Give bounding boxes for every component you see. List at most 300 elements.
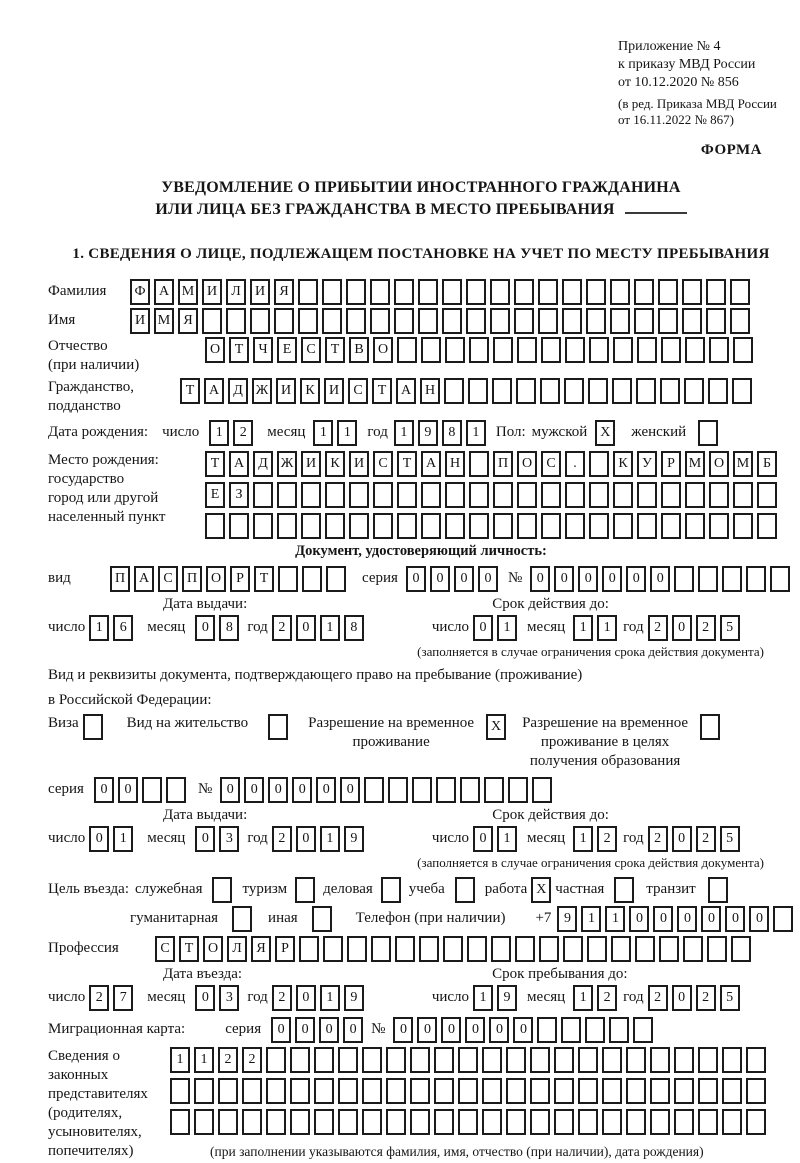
char-cell[interactable] <box>445 482 465 508</box>
char-cell[interactable] <box>421 337 441 363</box>
char-cell[interactable]: О <box>709 451 729 477</box>
char-cell[interactable] <box>554 1047 574 1073</box>
char-cell[interactable]: 0 <box>672 985 692 1011</box>
char-cell[interactable] <box>564 378 584 404</box>
char-cell[interactable]: Ж <box>252 378 272 404</box>
stay-day-boxes[interactable] <box>473 985 517 1011</box>
char-cell[interactable] <box>362 1047 382 1073</box>
char-cell[interactable]: 0 <box>554 566 574 592</box>
char-cell[interactable]: С <box>541 451 561 477</box>
char-cell[interactable] <box>541 482 561 508</box>
temp-residence-edu-checkbox[interactable] <box>700 714 720 740</box>
id-issue-day-boxes[interactable] <box>89 615 133 641</box>
char-cell[interactable]: 6 <box>113 615 133 641</box>
res-valid-year-boxes[interactable] <box>648 826 740 852</box>
char-cell[interactable]: Е <box>205 482 225 508</box>
char-cell[interactable]: Ж <box>277 451 297 477</box>
char-cell[interactable]: 8 <box>344 615 364 641</box>
char-cell[interactable]: 0 <box>195 615 215 641</box>
char-cell[interactable]: 0 <box>89 826 109 852</box>
char-cell[interactable] <box>514 308 534 334</box>
representatives-row3-boxes[interactable] <box>170 1109 766 1135</box>
char-cell[interactable] <box>482 1109 502 1135</box>
char-cell[interactable] <box>517 513 537 539</box>
char-cell[interactable] <box>322 308 342 334</box>
char-cell[interactable] <box>242 1078 262 1104</box>
char-cell[interactable]: 2 <box>272 615 292 641</box>
char-cell[interactable]: Я <box>251 936 271 962</box>
char-cell[interactable] <box>674 1078 694 1104</box>
char-cell[interactable] <box>707 936 727 962</box>
char-cell[interactable]: А <box>154 279 174 305</box>
char-cell[interactable]: . <box>565 451 585 477</box>
profession-boxes[interactable] <box>155 936 751 962</box>
purpose-study-checkbox[interactable] <box>455 877 475 903</box>
char-cell[interactable] <box>373 482 393 508</box>
char-cell[interactable] <box>636 378 656 404</box>
char-cell[interactable]: 0 <box>441 1017 461 1043</box>
char-cell[interactable]: 1 <box>113 826 133 852</box>
char-cell[interactable] <box>83 714 103 740</box>
char-cell[interactable] <box>458 1047 478 1073</box>
char-cell[interactable]: 2 <box>233 420 253 446</box>
res-valid-month-boxes[interactable] <box>573 826 617 852</box>
char-cell[interactable] <box>388 777 408 803</box>
char-cell[interactable] <box>602 1109 622 1135</box>
char-cell[interactable]: 5 <box>720 826 740 852</box>
char-cell[interactable]: 0 <box>195 826 215 852</box>
char-cell[interactable] <box>589 513 609 539</box>
char-cell[interactable] <box>565 482 585 508</box>
char-cell[interactable] <box>516 378 536 404</box>
patronymic-boxes[interactable] <box>205 337 753 363</box>
char-cell[interactable] <box>698 1078 718 1104</box>
char-cell[interactable]: 1 <box>320 985 340 1011</box>
char-cell[interactable] <box>295 877 315 903</box>
char-cell[interactable] <box>637 337 657 363</box>
char-cell[interactable] <box>609 1017 629 1043</box>
char-cell[interactable] <box>730 308 750 334</box>
char-cell[interactable] <box>637 513 657 539</box>
char-cell[interactable] <box>242 1109 262 1135</box>
char-cell[interactable] <box>706 308 726 334</box>
char-cell[interactable] <box>170 1109 190 1135</box>
char-cell[interactable] <box>469 513 489 539</box>
char-cell[interactable]: 0 <box>725 906 745 932</box>
char-cell[interactable]: 0 <box>292 777 312 803</box>
char-cell[interactable] <box>250 308 270 334</box>
char-cell[interactable]: И <box>301 451 321 477</box>
char-cell[interactable]: 1 <box>320 615 340 641</box>
char-cell[interactable]: Д <box>253 451 273 477</box>
char-cell[interactable] <box>218 1109 238 1135</box>
char-cell[interactable]: 1 <box>337 420 357 446</box>
char-cell[interactable]: 2 <box>696 826 716 852</box>
char-cell[interactable] <box>733 337 753 363</box>
char-cell[interactable] <box>773 906 793 932</box>
res-number-boxes[interactable] <box>220 777 552 803</box>
char-cell[interactable] <box>506 1109 526 1135</box>
char-cell[interactable] <box>746 1109 766 1135</box>
char-cell[interactable] <box>530 1078 550 1104</box>
char-cell[interactable] <box>397 513 417 539</box>
id-kind-boxes[interactable] <box>110 566 346 592</box>
char-cell[interactable]: 0 <box>602 566 622 592</box>
char-cell[interactable] <box>540 378 560 404</box>
char-cell[interactable]: Я <box>178 308 198 334</box>
char-cell[interactable] <box>587 936 607 962</box>
char-cell[interactable] <box>346 279 366 305</box>
char-cell[interactable] <box>364 777 384 803</box>
char-cell[interactable] <box>589 482 609 508</box>
char-cell[interactable]: 0 <box>393 1017 413 1043</box>
char-cell[interactable] <box>732 378 752 404</box>
res-valid-day-boxes[interactable] <box>473 826 517 852</box>
char-cell[interactable]: Ч <box>253 337 273 363</box>
char-cell[interactable] <box>626 1047 646 1073</box>
char-cell[interactable]: 0 <box>629 906 649 932</box>
char-cell[interactable] <box>349 482 369 508</box>
char-cell[interactable]: 0 <box>340 777 360 803</box>
char-cell[interactable]: С <box>373 451 393 477</box>
char-cell[interactable]: П <box>182 566 202 592</box>
char-cell[interactable] <box>290 1109 310 1135</box>
char-cell[interactable] <box>674 566 694 592</box>
birth-day-boxes[interactable] <box>209 420 253 446</box>
char-cell[interactable] <box>466 279 486 305</box>
char-cell[interactable] <box>685 337 705 363</box>
purpose-official-checkbox[interactable] <box>212 877 232 903</box>
char-cell[interactable] <box>709 482 729 508</box>
stay-month-boxes[interactable] <box>573 985 617 1011</box>
char-cell[interactable] <box>434 1109 454 1135</box>
char-cell[interactable]: О <box>203 936 223 962</box>
char-cell[interactable] <box>746 566 766 592</box>
char-cell[interactable] <box>349 513 369 539</box>
char-cell[interactable]: 0 <box>319 1017 339 1043</box>
char-cell[interactable] <box>467 936 487 962</box>
char-cell[interactable] <box>301 513 321 539</box>
char-cell[interactable] <box>658 279 678 305</box>
phone-boxes[interactable] <box>557 906 793 932</box>
char-cell[interactable]: 1 <box>605 906 625 932</box>
visa-checkbox[interactable] <box>83 714 103 740</box>
char-cell[interactable]: 1 <box>170 1047 190 1073</box>
char-cell[interactable]: 1 <box>466 420 486 446</box>
male-checkbox[interactable] <box>595 420 615 446</box>
char-cell[interactable]: М <box>154 308 174 334</box>
id-series-boxes[interactable] <box>406 566 498 592</box>
res-issue-month-boxes[interactable] <box>195 826 239 852</box>
char-cell[interactable]: 0 <box>701 906 721 932</box>
char-cell[interactable] <box>626 1109 646 1135</box>
char-cell[interactable] <box>578 1047 598 1073</box>
char-cell[interactable] <box>266 1078 286 1104</box>
char-cell[interactable] <box>674 1109 694 1135</box>
char-cell[interactable]: М <box>685 451 705 477</box>
female-checkbox[interactable] <box>698 420 718 446</box>
char-cell[interactable]: Н <box>445 451 465 477</box>
char-cell[interactable]: Р <box>230 566 250 592</box>
char-cell[interactable]: А <box>204 378 224 404</box>
char-cell[interactable]: О <box>517 451 537 477</box>
char-cell[interactable] <box>610 308 630 334</box>
char-cell[interactable]: 2 <box>89 985 109 1011</box>
char-cell[interactable]: Т <box>372 378 392 404</box>
char-cell[interactable] <box>685 482 705 508</box>
residence-permit-checkbox[interactable] <box>268 714 288 740</box>
char-cell[interactable] <box>730 279 750 305</box>
char-cell[interactable]: 1 <box>320 826 340 852</box>
char-cell[interactable] <box>506 1078 526 1104</box>
char-cell[interactable] <box>490 279 510 305</box>
char-cell[interactable] <box>373 513 393 539</box>
mc-number-boxes[interactable] <box>393 1017 653 1043</box>
char-cell[interactable] <box>770 566 790 592</box>
char-cell[interactable] <box>698 1047 718 1073</box>
char-cell[interactable]: 0 <box>650 566 670 592</box>
char-cell[interactable] <box>460 777 480 803</box>
char-cell[interactable] <box>602 1078 622 1104</box>
char-cell[interactable] <box>562 308 582 334</box>
char-cell[interactable]: И <box>202 279 222 305</box>
char-cell[interactable]: С <box>348 378 368 404</box>
char-cell[interactable]: 0 <box>672 826 692 852</box>
char-cell[interactable] <box>554 1078 574 1104</box>
char-cell[interactable] <box>338 1078 358 1104</box>
char-cell[interactable] <box>397 337 417 363</box>
char-cell[interactable]: 1 <box>573 985 593 1011</box>
char-cell[interactable] <box>444 378 464 404</box>
char-cell[interactable]: 0 <box>489 1017 509 1043</box>
char-cell[interactable]: Р <box>661 451 681 477</box>
birth-month-boxes[interactable] <box>313 420 357 446</box>
char-cell[interactable] <box>708 877 728 903</box>
char-cell[interactable] <box>539 936 559 962</box>
char-cell[interactable] <box>613 513 633 539</box>
char-cell[interactable] <box>561 1017 581 1043</box>
char-cell[interactable] <box>278 566 298 592</box>
char-cell[interactable]: 3 <box>219 826 239 852</box>
entry-year-boxes[interactable] <box>272 985 364 1011</box>
char-cell[interactable] <box>706 279 726 305</box>
char-cell[interactable] <box>517 482 537 508</box>
char-cell[interactable] <box>650 1078 670 1104</box>
char-cell[interactable] <box>722 1109 742 1135</box>
char-cell[interactable]: 0 <box>513 1017 533 1043</box>
purpose-business-checkbox[interactable] <box>381 877 401 903</box>
char-cell[interactable]: 0 <box>430 566 450 592</box>
char-cell[interactable]: А <box>421 451 441 477</box>
char-cell[interactable]: 0 <box>244 777 264 803</box>
char-cell[interactable] <box>370 308 390 334</box>
char-cell[interactable]: 1 <box>573 615 593 641</box>
char-cell[interactable] <box>362 1109 382 1135</box>
char-cell[interactable] <box>455 877 475 903</box>
char-cell[interactable] <box>371 936 391 962</box>
char-cell[interactable]: X <box>531 877 551 903</box>
char-cell[interactable] <box>709 513 729 539</box>
char-cell[interactable]: Т <box>179 936 199 962</box>
char-cell[interactable]: 0 <box>454 566 474 592</box>
char-cell[interactable] <box>253 513 273 539</box>
char-cell[interactable]: А <box>229 451 249 477</box>
char-cell[interactable] <box>466 308 486 334</box>
char-cell[interactable]: М <box>178 279 198 305</box>
purpose-transit-checkbox[interactable] <box>708 877 728 903</box>
char-cell[interactable] <box>722 566 742 592</box>
entry-month-boxes[interactable] <box>195 985 239 1011</box>
char-cell[interactable]: 2 <box>597 985 617 1011</box>
char-cell[interactable]: 5 <box>720 985 740 1011</box>
char-cell[interactable] <box>166 777 186 803</box>
char-cell[interactable] <box>515 936 535 962</box>
char-cell[interactable]: 1 <box>394 420 414 446</box>
char-cell[interactable]: О <box>373 337 393 363</box>
char-cell[interactable]: 0 <box>530 566 550 592</box>
char-cell[interactable]: И <box>250 279 270 305</box>
char-cell[interactable]: С <box>301 337 321 363</box>
char-cell[interactable] <box>633 1017 653 1043</box>
char-cell[interactable] <box>194 1078 214 1104</box>
id-valid-year-boxes[interactable] <box>648 615 740 641</box>
res-series-boxes[interactable] <box>94 777 186 803</box>
birth-place-row2-boxes[interactable] <box>205 482 777 508</box>
char-cell[interactable] <box>386 1047 406 1073</box>
char-cell[interactable]: 2 <box>696 615 716 641</box>
char-cell[interactable]: 0 <box>626 566 646 592</box>
mc-series-boxes[interactable] <box>271 1017 363 1043</box>
char-cell[interactable] <box>709 337 729 363</box>
char-cell[interactable]: X <box>486 714 506 740</box>
char-cell[interactable] <box>418 308 438 334</box>
char-cell[interactable] <box>514 279 534 305</box>
char-cell[interactable] <box>314 1047 334 1073</box>
char-cell[interactable] <box>614 877 634 903</box>
char-cell[interactable]: А <box>396 378 416 404</box>
char-cell[interactable] <box>746 1078 766 1104</box>
char-cell[interactable] <box>506 1047 526 1073</box>
char-cell[interactable]: 1 <box>313 420 333 446</box>
char-cell[interactable]: Т <box>180 378 200 404</box>
purpose-work-checkbox[interactable] <box>531 877 551 903</box>
char-cell[interactable]: Л <box>227 936 247 962</box>
char-cell[interactable] <box>394 279 414 305</box>
char-cell[interactable] <box>218 1078 238 1104</box>
char-cell[interactable]: В <box>349 337 369 363</box>
char-cell[interactable] <box>436 777 456 803</box>
char-cell[interactable]: 2 <box>597 826 617 852</box>
name-boxes[interactable] <box>130 308 750 334</box>
char-cell[interactable] <box>565 337 585 363</box>
char-cell[interactable] <box>410 1047 430 1073</box>
char-cell[interactable] <box>589 337 609 363</box>
char-cell[interactable] <box>613 482 633 508</box>
char-cell[interactable] <box>530 1047 550 1073</box>
char-cell[interactable]: 8 <box>219 615 239 641</box>
char-cell[interactable] <box>661 337 681 363</box>
char-cell[interactable]: Л <box>226 279 246 305</box>
char-cell[interactable] <box>661 482 681 508</box>
char-cell[interactable]: 3 <box>219 985 239 1011</box>
char-cell[interactable]: 0 <box>195 985 215 1011</box>
char-cell[interactable]: 1 <box>581 906 601 932</box>
char-cell[interactable]: Я <box>274 279 294 305</box>
char-cell[interactable] <box>492 378 512 404</box>
representatives-row2-boxes[interactable] <box>170 1078 766 1104</box>
char-cell[interactable] <box>684 378 704 404</box>
char-cell[interactable] <box>610 279 630 305</box>
char-cell[interactable]: К <box>325 451 345 477</box>
char-cell[interactable]: С <box>158 566 178 592</box>
char-cell[interactable] <box>362 1078 382 1104</box>
char-cell[interactable] <box>650 1047 670 1073</box>
char-cell[interactable]: 9 <box>497 985 517 1011</box>
char-cell[interactable] <box>537 1017 557 1043</box>
char-cell[interactable] <box>484 777 504 803</box>
char-cell[interactable] <box>458 1109 478 1135</box>
purpose-humanitarian-checkbox[interactable] <box>232 906 252 932</box>
char-cell[interactable] <box>637 482 657 508</box>
char-cell[interactable]: 2 <box>648 985 668 1011</box>
char-cell[interactable]: 9 <box>344 985 364 1011</box>
id-issue-year-boxes[interactable] <box>272 615 364 641</box>
char-cell[interactable] <box>757 482 777 508</box>
char-cell[interactable]: 0 <box>118 777 138 803</box>
char-cell[interactable] <box>274 308 294 334</box>
char-cell[interactable]: П <box>110 566 130 592</box>
char-cell[interactable]: 0 <box>473 826 493 852</box>
char-cell[interactable] <box>493 482 513 508</box>
char-cell[interactable] <box>635 936 655 962</box>
entry-day-boxes[interactable] <box>89 985 133 1011</box>
representatives-row1-boxes[interactable] <box>170 1047 766 1073</box>
char-cell[interactable] <box>418 279 438 305</box>
char-cell[interactable] <box>722 1047 742 1073</box>
char-cell[interactable] <box>490 308 510 334</box>
birth-year-boxes[interactable] <box>394 420 486 446</box>
char-cell[interactable] <box>683 936 703 962</box>
char-cell[interactable] <box>412 777 432 803</box>
char-cell[interactable] <box>346 308 366 334</box>
char-cell[interactable] <box>443 936 463 962</box>
char-cell[interactable]: 9 <box>557 906 577 932</box>
char-cell[interactable]: 9 <box>344 826 364 852</box>
char-cell[interactable] <box>563 936 583 962</box>
char-cell[interactable] <box>397 482 417 508</box>
char-cell[interactable]: 0 <box>417 1017 437 1043</box>
char-cell[interactable] <box>458 1078 478 1104</box>
char-cell[interactable] <box>410 1109 430 1135</box>
char-cell[interactable]: З <box>229 482 249 508</box>
char-cell[interactable] <box>212 877 232 903</box>
char-cell[interactable] <box>419 936 439 962</box>
char-cell[interactable] <box>493 513 513 539</box>
char-cell[interactable] <box>312 906 332 932</box>
char-cell[interactable] <box>338 1047 358 1073</box>
char-cell[interactable]: 0 <box>578 566 598 592</box>
char-cell[interactable]: Д <box>228 378 248 404</box>
res-issue-day-boxes[interactable] <box>89 826 133 852</box>
char-cell[interactable]: 0 <box>653 906 673 932</box>
char-cell[interactable] <box>746 1047 766 1073</box>
char-cell[interactable]: 1 <box>597 615 617 641</box>
char-cell[interactable]: К <box>300 378 320 404</box>
char-cell[interactable] <box>589 451 609 477</box>
char-cell[interactable] <box>277 513 297 539</box>
char-cell[interactable]: 1 <box>497 615 517 641</box>
char-cell[interactable]: 0 <box>672 615 692 641</box>
